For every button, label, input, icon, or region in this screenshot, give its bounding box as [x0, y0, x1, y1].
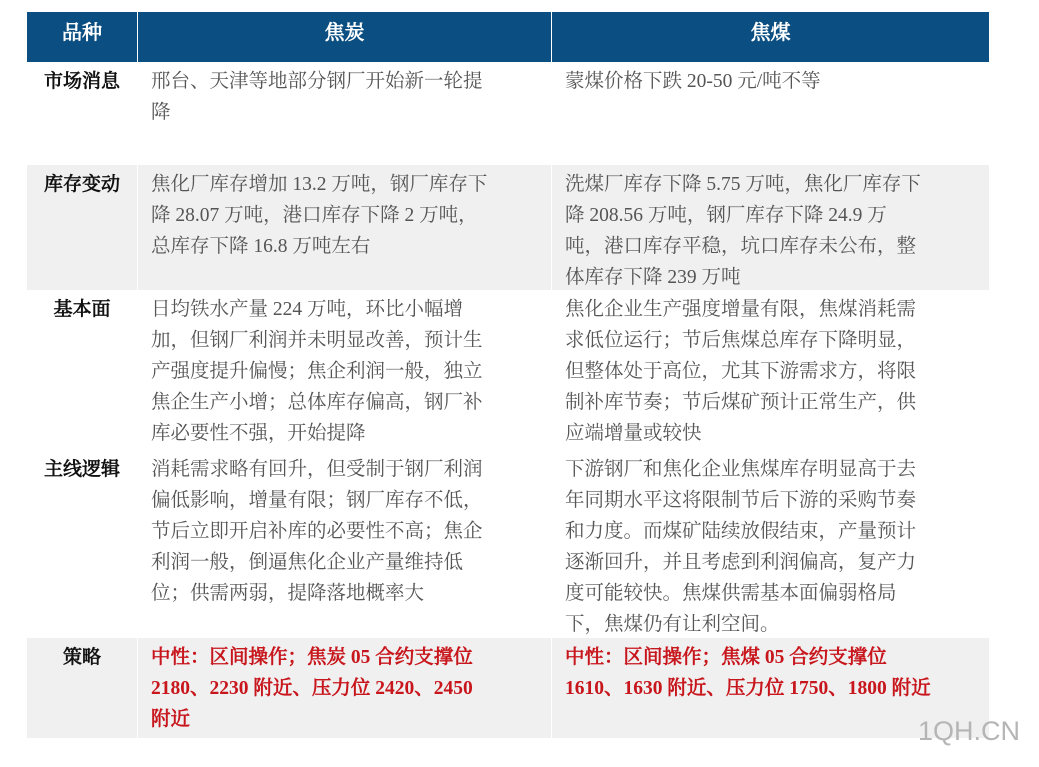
text-line: 制补库节奏；节后煤矿预计正常生产，供: [565, 392, 917, 413]
text-line: 中性：区间操作；焦煤 05 合约支撑位: [565, 647, 887, 668]
table-row-inventory: [27, 165, 989, 290]
text-line: 但整体处于高位，尤其下游需求方，将限: [565, 361, 917, 382]
table-row-strategy: [27, 638, 989, 738]
header-coking-coal: 焦煤: [551, 12, 989, 62]
watermark: 1QH.CN: [918, 716, 1021, 746]
text-line: 逐渐回升，并且考虑到利润偏高，复产力: [565, 552, 917, 573]
coal-cell: [551, 450, 989, 638]
text-line: 和力度。而煤矿陆续放假结束，产量预计: [565, 521, 917, 542]
table-row-main-logic: [27, 450, 989, 638]
table-row-market-news: [27, 62, 989, 165]
coke-cell: [137, 165, 551, 290]
coke-cell: [137, 290, 551, 450]
text-line: 度可能较快。焦煤供需基本面偏弱格局: [565, 583, 897, 604]
text-line: 焦化厂库存增加 13.2 万吨，钢厂库存下: [151, 174, 488, 195]
coal-cell: [551, 165, 989, 290]
text-line: 2180、2230 附近、压力位 2420、2450: [151, 678, 473, 699]
coke-cell: [137, 450, 551, 638]
text-line: 降 208.56 万吨，钢厂库存下降 24.9 万: [565, 205, 887, 226]
text-line: 位；供需两弱，提降落地概率大: [151, 583, 425, 604]
text-line: 吨，港口库存平稳，坑口库存未公布，整: [565, 236, 917, 257]
coal-cell: [551, 290, 989, 450]
text-line: 求低位运行；节后焦煤总库存下降明显，: [565, 330, 917, 351]
text-line: 偏低影响，增量有限；钢厂库存不低，: [151, 490, 483, 511]
row-label: 策略: [62, 647, 101, 668]
text-line: 蒙煤价格下跌 20-50 元/吨不等: [565, 71, 821, 92]
text-line: 焦化企业生产强度增量有限，焦煤消耗需: [565, 299, 917, 320]
text-line: 总库存下降 16.8 万吨左右: [151, 236, 371, 257]
header-coke: 焦炭: [137, 12, 551, 62]
table-header: [27, 12, 989, 62]
text-line: 消耗需求略有回升，但受制于钢厂利润: [151, 459, 483, 480]
text-line: 体库存下降 239 万吨: [565, 267, 741, 288]
text-line: 利润一般，倒逼焦化企业产量维持低: [151, 552, 464, 573]
text-line: 焦企生产小增；总体库存偏高，钢厂补: [151, 392, 483, 413]
text-line: 中性：区间操作；焦炭 05 合约支撑位: [151, 647, 473, 668]
text-line: 降: [151, 102, 171, 123]
coke-cell: [137, 62, 551, 165]
text-line: 降 28.07 万吨，港口库存下降 2 万吨，: [151, 205, 478, 226]
text-line: 邢台、天津等地部分钢厂开始新一轮提: [151, 71, 483, 92]
text-line: 1610、1630 附近、压力位 1750、1800 附近: [565, 678, 931, 699]
row-label: 市场消息: [43, 71, 120, 92]
table-row-fundamentals: [27, 290, 989, 450]
text-line: 下，焦煤仍有让利空间。: [565, 614, 780, 635]
text-line: 洗煤厂库存下降 5.75 万吨，焦化厂库存下: [565, 174, 921, 195]
text-line: 应端增量或较快: [565, 423, 702, 444]
row-label: 基本面: [53, 299, 111, 320]
text-line: 加，但钢厂利润并未明显改善，预计生: [151, 330, 483, 351]
header-variety: 品种: [62, 22, 102, 44]
coal-cell: [551, 62, 989, 165]
comparison-table: [27, 12, 989, 738]
text-line: 日均铁水产量 224 万吨，环比小幅增: [151, 299, 464, 320]
row-label: 主线逻辑: [43, 459, 120, 480]
text-line: 库必要性不强，开始提降: [151, 423, 366, 444]
text-line: 年同期水平这将限制节后下游的采购节奏: [565, 490, 917, 511]
row-label: 库存变动: [43, 174, 120, 195]
text-line: 附近: [151, 709, 191, 730]
text-line: 节后立即开启补库的必要性不高；焦企: [151, 521, 483, 542]
coke-cell: [137, 638, 551, 738]
text-line: 下游钢厂和焦化企业焦煤库存明显高于去: [565, 459, 917, 480]
text-line: 产强度提升偏慢；焦企利润一般，独立: [151, 361, 483, 382]
